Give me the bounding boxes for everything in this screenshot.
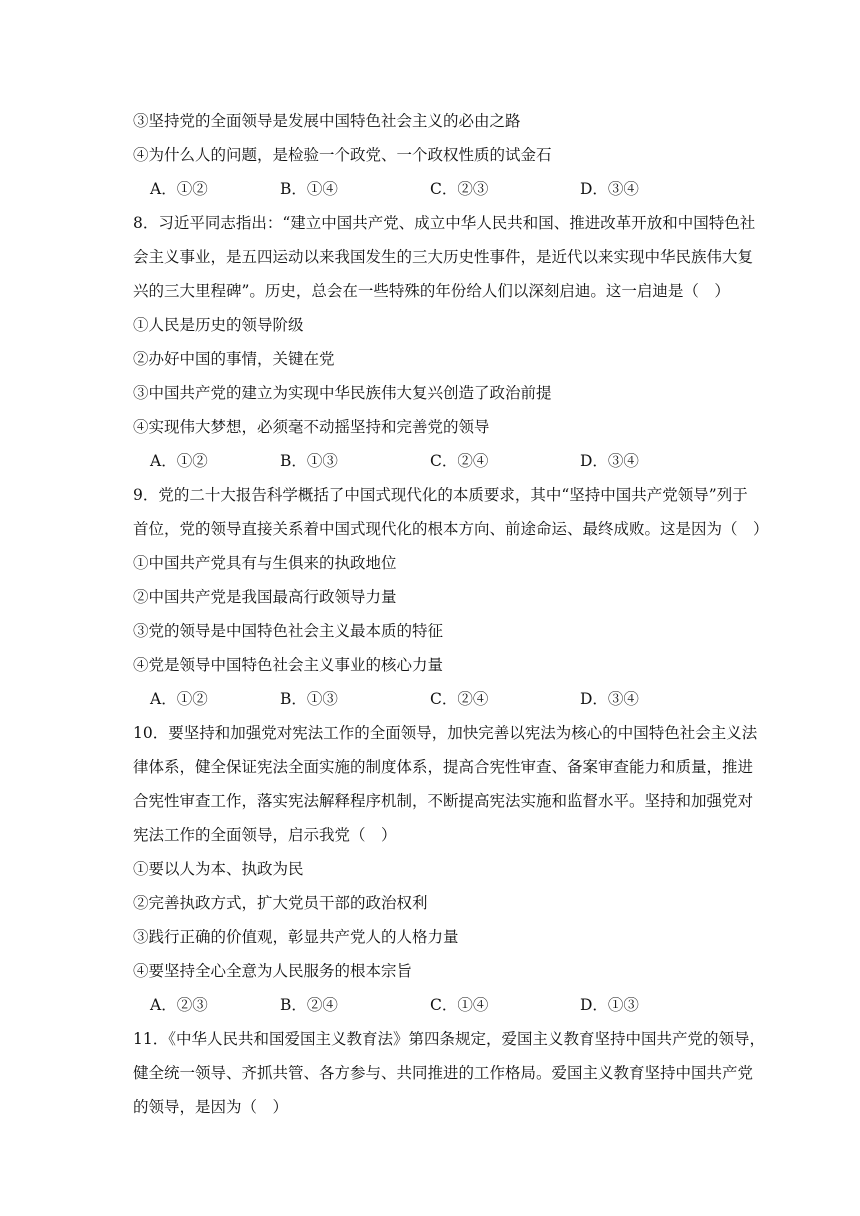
q10-stem-line-1: 10．要坚持和加强党对宪法工作的全面领导，加快完善以宪法为核心的中国特色社会主义法	[133, 724, 758, 742]
q8-option-a: A．①②	[150, 452, 208, 470]
q10-choice-1: ①要以人为本、执政为民	[133, 860, 304, 878]
q11-stem-line-2: 健全统一领导、齐抓共管、各方参与、共同推进的工作格局。爱国主义教育坚持中国共产党	[133, 1064, 754, 1082]
q9-choice-1: ①中国共产党具有与生俱来的执政地位	[133, 554, 397, 572]
q10-stem-line-3: 合宪性审查工作，落实宪法解释程序机制，不断提高宪法实施和监督水平。坚持和加强党对	[133, 792, 754, 810]
q9-choice-3: ③党的领导是中国特色社会主义最本质的特征	[133, 622, 444, 640]
q10-option-d: D．①③	[580, 996, 639, 1014]
q8-stem-line-3: 兴的三大里程碑”。历史，总会在一些特殊的年份给人们以深刻启迪。这一启迪是（ ）	[133, 282, 730, 300]
q8-choice-1: ①人民是历史的领导阶级	[133, 316, 304, 334]
q7-choice-3: ③坚持党的全面领导是发展中国特色社会主义的必由之路	[133, 112, 521, 130]
q8-choice-2: ②办好中国的事情，关键在党	[133, 350, 335, 368]
q10-choice-3: ③践行正确的价值观，彰显共产党人的人格力量	[133, 928, 459, 946]
q11-stem-line-1: 11．《中华人民共和国爱国主义教育法》第四条规定，爱国主义教育坚持中国共产党的领导，	[133, 1030, 765, 1048]
q8-choice-4: ④实现伟大梦想，必须毫不动摇坚持和完善党的领导	[133, 418, 490, 436]
q7-option-b: B．①④	[280, 180, 338, 198]
q10-choice-4: ④要坚持全心全意为人民服务的根本宗旨	[133, 962, 413, 980]
q9-option-a: A．①②	[150, 690, 208, 708]
q10-stem-line-2: 律体系，健全保证宪法全面实施的制度体系，提高合宪性审查、备案审查能力和质量，推进	[133, 758, 754, 776]
q11-stem-line-3: 的领导，是因为（ ）	[133, 1098, 289, 1116]
q7-option-a: A．①②	[150, 180, 208, 198]
q8-option-c: C．②④	[430, 452, 489, 470]
q8-stem-line-1: 8．习近平同志指出：“建立中国共产党、成立中华人民共和国、推进改革开放和中国特色社	[133, 214, 756, 232]
q9-choice-2: ②中国共产党是我国最高行政领导力量	[133, 588, 397, 606]
q9-option-c: C．②④	[430, 690, 489, 708]
q9-option-b: B．①③	[280, 690, 338, 708]
q8-stem-line-2: 会主义事业，是五四运动以来我国发生的三大历史性事件，是近代以来实现中华民族伟大复	[133, 248, 754, 266]
q9-stem-line-2: 首位，党的领导直接关系着中国式现代化的根本方向、前途命运、最终成败。这是因为（ ）	[133, 520, 769, 538]
q10-option-c: C．①④	[430, 996, 489, 1014]
q8-choice-3: ③中国共产党的建立为实现中华民族伟大复兴创造了政治前提	[133, 384, 552, 402]
q10-stem-line-4: 宪法工作的全面领导，启示我党（ ）	[133, 826, 397, 844]
q7-option-d: D．③④	[580, 180, 639, 198]
q8-option-b: B．①③	[280, 452, 338, 470]
q7-option-c: C．②③	[430, 180, 489, 198]
q7-choice-4: ④为什么人的问题，是检验一个政党、一个政权性质的试金石	[133, 146, 552, 164]
q9-stem-line-1: 9．党的二十大报告科学概括了中国式现代化的本质要求，其中“坚持中国共产党领导”列于	[133, 486, 748, 504]
q10-option-b: B．②④	[280, 996, 338, 1014]
q10-option-a: A．②③	[150, 996, 208, 1014]
q8-option-d: D．③④	[580, 452, 639, 470]
q9-option-d: D．③④	[580, 690, 639, 708]
q9-choice-4: ④党是领导中国特色社会主义事业的核心力量	[133, 656, 444, 674]
q10-choice-2: ②完善执政方式，扩大党员干部的政治权利	[133, 894, 428, 912]
